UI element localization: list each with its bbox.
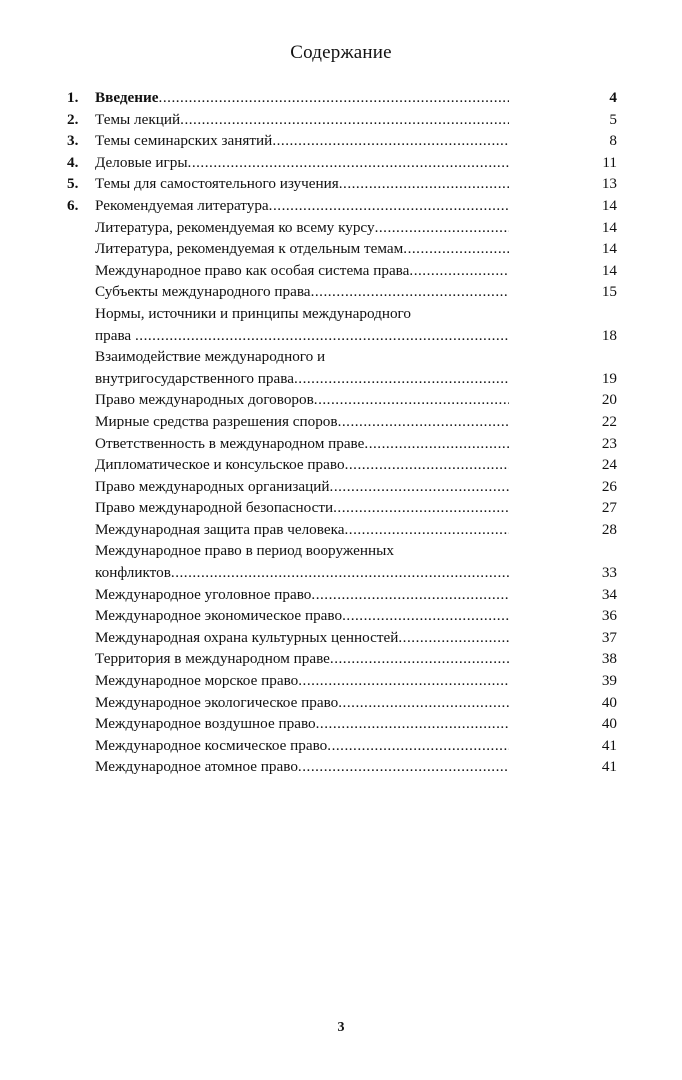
toc-entry-title — [95, 605, 509, 627]
toc-entry — [67, 756, 617, 778]
toc-entry-title — [95, 260, 509, 282]
toc-entry-number: 6. — [67, 196, 79, 214]
toc-entry — [67, 130, 617, 152]
toc-entry-title-line — [95, 281, 509, 303]
toc-entry — [67, 109, 617, 131]
page-number: 3 — [337, 1020, 345, 1035]
toc-entry-page: 20 — [601, 391, 617, 409]
toc-entry-title-text: Международное уголовное право — [95, 585, 312, 603]
toc-entry-title — [95, 173, 509, 195]
toc-entry-title-line — [95, 152, 509, 174]
toc-entry-title — [95, 389, 509, 411]
toc-entry — [67, 605, 617, 627]
toc-entry-title-text: Дипломатическое и консульское право — [95, 456, 345, 474]
toc-entry-title — [95, 217, 509, 239]
toc-entry — [67, 195, 617, 217]
toc-entry-title-line — [95, 454, 509, 476]
toc-entry-page: 15 — [601, 283, 617, 301]
toc-entry-title — [95, 152, 509, 174]
toc-entry-title-text: Международное право как особая система права — [95, 261, 410, 279]
toc-entry-page: 14 — [601, 261, 617, 279]
toc-entry-number: 5. — [67, 175, 79, 193]
toc-entry — [67, 346, 617, 389]
toc-entry-title — [95, 346, 509, 389]
toc-entry-title-text: Субъекты международного права — [95, 283, 311, 301]
toc-entry-number: 2. — [67, 110, 79, 128]
toc-entry-title-text: Международное право в период вооруженных — [95, 542, 394, 560]
table-of-contents — [67, 87, 617, 778]
toc-entry-title — [95, 540, 509, 583]
toc-entry — [67, 584, 617, 606]
toc-entry-page: 40 — [601, 715, 617, 733]
toc-entry-title-text: Введение — [95, 89, 159, 106]
toc-entry-title — [95, 756, 509, 778]
toc-entry-title-text: Право международных договоров — [95, 391, 314, 409]
toc-entry-title-text: Международное атомное право — [95, 758, 298, 776]
toc-entry-title-text: Международное воздушное право — [95, 715, 316, 733]
toc-entry-page: 39 — [601, 672, 617, 690]
toc-entry — [67, 389, 617, 411]
toc-entry-page: 8 — [609, 132, 617, 150]
toc-entry-title-line — [95, 605, 509, 627]
toc-entry-number: 3. — [67, 132, 79, 150]
toc-entry-title-line — [95, 433, 509, 455]
toc-entry — [67, 670, 617, 692]
toc-entry — [67, 303, 617, 346]
toc-entry-title-text: права — [95, 326, 135, 344]
toc-entry-title-text: Рекомендуемая литература — [95, 196, 269, 214]
toc-entry-page: 26 — [601, 477, 617, 495]
toc-entry-title-text: Международное экономическое право — [95, 607, 343, 625]
toc-entry-title-text: Взаимодействие международного и — [95, 348, 326, 366]
toc-entry-title-line — [95, 195, 509, 217]
toc-entry-title-line — [95, 670, 509, 692]
toc-entry-title — [95, 130, 509, 152]
toc-entry-title — [95, 195, 509, 217]
toc-entry — [67, 173, 617, 195]
toc-entry-page: 34 — [601, 585, 617, 603]
toc-entry-title-text: Нормы, источники и принципы международного — [95, 304, 411, 322]
toc-entry-title-line — [95, 756, 509, 778]
toc-entry-page: 23 — [601, 434, 617, 452]
toc-entry-title-text: внутригосударственного права — [95, 369, 294, 387]
toc-entry-page: 22 — [601, 412, 617, 430]
toc-entry-page: 27 — [601, 499, 617, 517]
toc-entry — [67, 454, 617, 476]
toc-entry-title-line — [95, 497, 509, 519]
toc-entry-page: 28 — [601, 520, 617, 538]
toc-entry-title-line — [95, 368, 509, 390]
toc-entry — [67, 260, 617, 282]
toc-entry — [67, 217, 617, 239]
toc-entry — [67, 152, 617, 174]
toc-entry-title-text: Ответственность в международном праве — [95, 434, 365, 452]
toc-entry-page: 40 — [601, 693, 617, 711]
toc-entry — [67, 87, 617, 109]
toc-entry-page: 38 — [601, 650, 617, 668]
toc-entry-page: 41 — [601, 736, 617, 754]
toc-entry-title-line — [95, 109, 509, 131]
toc-entry-title-line — [95, 519, 509, 541]
toc-entry-title-text: Международное космическое право — [95, 736, 328, 754]
toc-entry-title-line — [95, 476, 509, 498]
toc-entry-page: 19 — [601, 369, 617, 387]
toc-entry — [67, 519, 617, 541]
toc-entry-title-line — [95, 325, 509, 347]
toc-entry-title — [95, 454, 509, 476]
toc-entry-page: 24 — [601, 456, 617, 474]
toc-entry-title-line — [95, 346, 509, 368]
toc-entry-title-line — [95, 389, 509, 411]
toc-entry-title — [95, 109, 509, 131]
toc-entry-page: 14 — [601, 196, 617, 214]
toc-entry-title — [95, 87, 509, 109]
toc-entry — [67, 735, 617, 757]
toc-entry-title-text: Право международных организаций — [95, 477, 330, 495]
toc-entry-page: 5 — [609, 110, 617, 128]
toc-entry-title-line — [95, 692, 509, 714]
toc-entry-title-line — [95, 627, 509, 649]
toc-entry-title-line — [95, 303, 509, 325]
toc-entry-title-line — [95, 238, 509, 260]
toc-entry-title-text: Международная охрана культурных ценностей — [95, 628, 399, 646]
toc-entry-page: 37 — [601, 628, 617, 646]
toc-entry-title-text: Международное морское право — [95, 672, 299, 690]
toc-entry-title-line — [95, 584, 509, 606]
toc-entry-title — [95, 238, 509, 260]
toc-entry-number: 4. — [67, 153, 79, 171]
toc-entry-title — [95, 281, 509, 303]
toc-entry-page: 13 — [601, 175, 617, 193]
toc-entry-title-text: Литература, рекомендуемая ко всему курсу — [95, 218, 375, 236]
toc-entry-title-text: Право международной безопасности — [95, 499, 334, 517]
toc-entry-page: 36 — [601, 607, 617, 625]
toc-entry-title-text: Мирные средства разрешения споров — [95, 412, 338, 430]
toc-entry-page: 18 — [601, 326, 617, 344]
toc-entry-title — [95, 433, 509, 455]
toc-entry-title-text: Темы семинарских занятий — [95, 132, 273, 150]
toc-entry-title — [95, 713, 509, 735]
toc-entry-title-line — [95, 217, 509, 239]
toc-entry-title-line — [95, 411, 509, 433]
toc-entry-title-text: Международная защита прав человека — [95, 520, 345, 538]
toc-entry-page: 41 — [601, 758, 617, 776]
toc-entry-title-line — [95, 260, 509, 282]
toc-entry — [67, 497, 617, 519]
toc-entry-title — [95, 735, 509, 757]
toc-entry — [67, 476, 617, 498]
toc-entry-title-line — [95, 648, 509, 670]
toc-entry-title — [95, 411, 509, 433]
toc-entry — [67, 713, 617, 735]
toc-entry-title — [95, 584, 509, 606]
toc-entry-title — [95, 627, 509, 649]
toc-entry-page: 14 — [601, 218, 617, 236]
toc-entry-page: 33 — [601, 564, 617, 582]
toc-entry — [67, 648, 617, 670]
toc-entry-title — [95, 476, 509, 498]
toc-entry-title-line — [95, 87, 509, 109]
toc-entry — [67, 540, 617, 583]
toc-entry — [67, 627, 617, 649]
toc-entry-number: 1. — [67, 89, 79, 106]
toc-entry-title-text: Литература, рекомендуемая к отдельным темам — [95, 240, 404, 258]
toc-entry-title-text: Темы для самостоятельного изучения — [95, 175, 339, 193]
toc-entry-title-line — [95, 130, 509, 152]
page-title: Содержание — [290, 42, 392, 63]
toc-entry-title — [95, 692, 509, 714]
toc-entry-page: 4 — [609, 89, 617, 106]
toc-entry-title-text: Территория в международном праве — [95, 650, 330, 668]
toc-entry — [67, 281, 617, 303]
toc-entry-title-text: Международное экологическое право — [95, 693, 339, 711]
toc-entry — [67, 433, 617, 455]
toc-entry-title-line — [95, 540, 509, 562]
toc-entry-title — [95, 497, 509, 519]
toc-entry-title-text: Деловые игры — [95, 153, 188, 171]
toc-entry-title-text: Темы лекций — [95, 110, 181, 128]
toc-entry-page: 11 — [602, 153, 617, 171]
toc-entry-title — [95, 648, 509, 670]
toc-entry-title-line — [95, 173, 509, 195]
toc-entry-page: 14 — [601, 240, 617, 258]
toc-entry-title-line — [95, 713, 509, 735]
toc-entry-title-line — [95, 562, 509, 584]
toc-entry-title — [95, 303, 509, 346]
toc-entry-title — [95, 519, 509, 541]
toc-entry-title — [95, 670, 509, 692]
toc-entry — [67, 238, 617, 260]
toc-entry — [67, 411, 617, 433]
toc-entry-title-line — [95, 735, 509, 757]
toc-entry-title-text: конфликтов — [95, 564, 171, 582]
toc-entry — [67, 692, 617, 714]
